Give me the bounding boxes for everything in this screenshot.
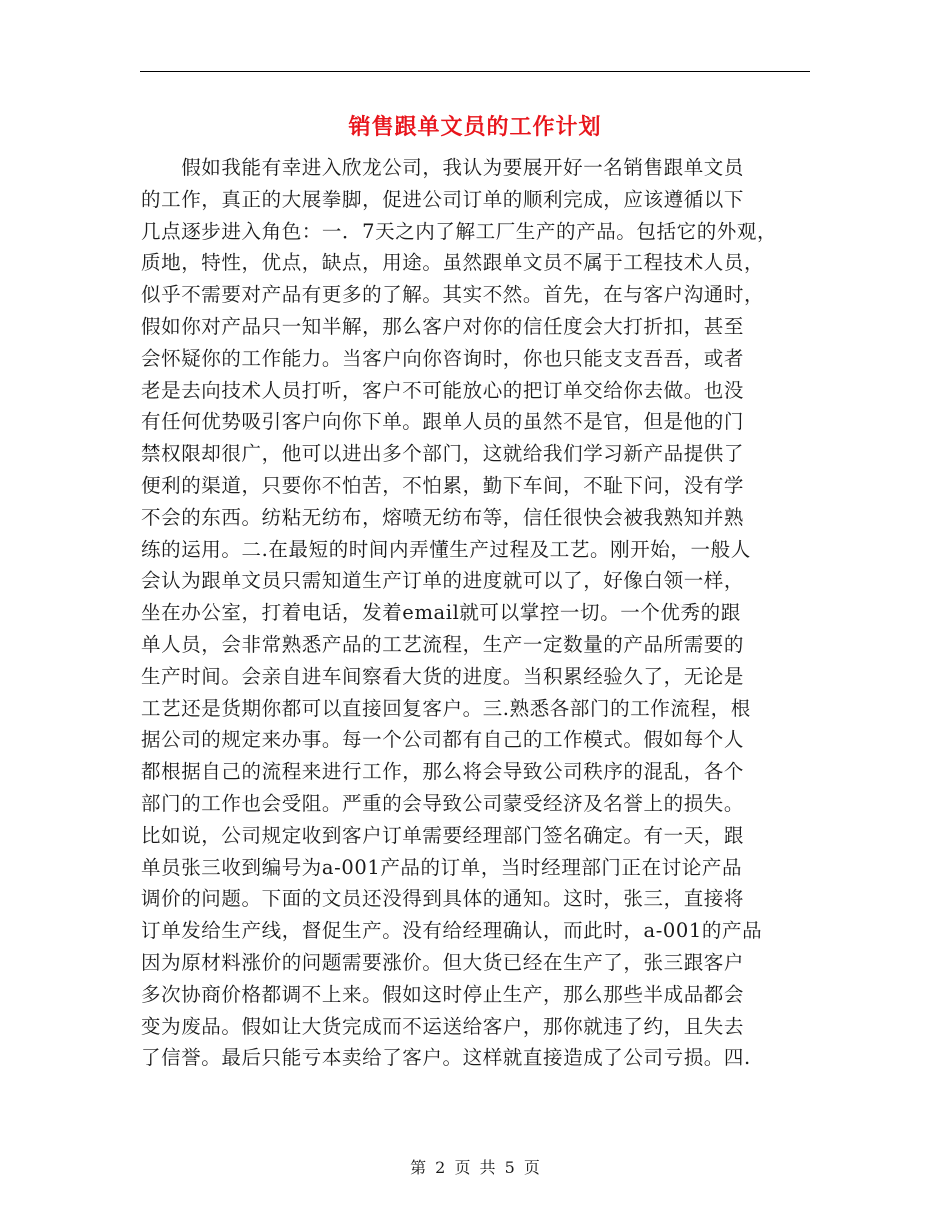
body-line: 了信誉。最后只能亏本卖给了客户。这样就直接造成了公司亏损。四.	[141, 1046, 751, 1070]
body-line: 似乎不需要对产品有更多的了解。其实不然。首先，在与客户沟通时，	[141, 283, 765, 307]
body-line: 老是去向技术人员打听，客户不可能放心的把订单交给你去做。也没	[141, 378, 745, 402]
body-line: 有任何优势吸引客户向你下单。跟单人员的虽然不是官，但是他的门	[141, 410, 745, 434]
body-line: 禁权限却很广，他可以进出多个部门，这就给我们学习新产品提供了	[141, 442, 745, 466]
body-line: 比如说，公司规定收到客户订单需要经理部门签名确定。有一天，跟	[141, 823, 745, 847]
body-line: 会怀疑你的工作能力。当客户向你咨询时，你也只能支支吾吾，或者	[141, 346, 745, 370]
body-line: 变为废品。假如让大货完成而不运送给客户，那你就违了约，且失去	[141, 1014, 745, 1038]
body-line: 不会的东西。纺粘无纺布，熔喷无纺布等，信任很快会被我熟知并熟	[141, 505, 745, 529]
body-line: 的工作，真正的大展拳脚，促进公司订单的顺利完成，应该遵循以下	[141, 187, 745, 211]
body-line: 练的运用。二.在最短的时间内弄懂生产过程及工艺。刚开始，一般人	[141, 537, 751, 561]
body-line: 便利的渠道，只要你不怕苦，不怕累，勤下车间，不耻下问，没有学	[141, 473, 745, 497]
page-footer: 第 2 页 共 5 页	[410, 1158, 540, 1177]
body-line: 会认为跟单文员只需知道生产订单的进度就可以了，好像白领一样，	[141, 569, 745, 593]
body-line: 单员张三收到编号为a-001产品的订单，当时经理部门正在讨论产品	[141, 855, 743, 879]
header-rule	[140, 71, 810, 72]
body-line: 调价的问题。下面的文员还没得到具体的通知。这时，张三，直接将	[141, 887, 745, 911]
body-line: 部门的工作也会受阻。严重的会导致公司蒙受经济及名誉上的损失。	[141, 791, 745, 815]
body-line: 生产时间。会亲自进车间察看大货的进度。当积累经验久了，无论是	[141, 664, 745, 688]
body-line: 质地，特性，优点，缺点，用途。虽然跟单文员不属于工程技术人员，	[141, 251, 765, 275]
body-line: 几点逐步进入角色：一．7天之内了解工厂生产的产品。包括它的外观，	[141, 219, 778, 243]
body-line: 假如你对产品只一知半解，那么客户对你的信任度会大打折扣，甚至	[141, 314, 745, 338]
body-line: 假如我能有幸进入欣龙公司，我认为要展开好一名销售跟单文员	[141, 156, 745, 179]
body-line: 因为原材料涨价的问题需要涨价。但大货已经在生产了，张三跟客户	[141, 950, 745, 974]
body-line: 坐在办公室，打着电话，发着email就可以掌控一切。一个优秀的跟	[141, 601, 741, 625]
body-line: 都根据自己的流程来进行工作，那么将会导致公司秩序的混乱，各个	[141, 760, 745, 784]
document-title: 销售跟单文员的工作计划	[348, 114, 602, 140]
body-line: 据公司的规定来办事。每一个公司都有自己的工作模式。假如每个人	[141, 728, 745, 752]
body-line: 多次协商价格都调不上来。假如这时停止生产，那么那些半成品都会	[141, 982, 745, 1006]
body-line: 工艺还是货期你都可以直接回复客户。三.熟悉各部门的工作流程，根	[141, 696, 751, 720]
body-line: 单人员，会非常熟悉产品的工艺流程，生产一定数量的产品所需要的	[141, 632, 745, 656]
body-line: 订单发给生产线，督促生产。没有给经理确认，而此时，a-001的产品	[141, 919, 763, 943]
document-body	[141, 152, 821, 1074]
